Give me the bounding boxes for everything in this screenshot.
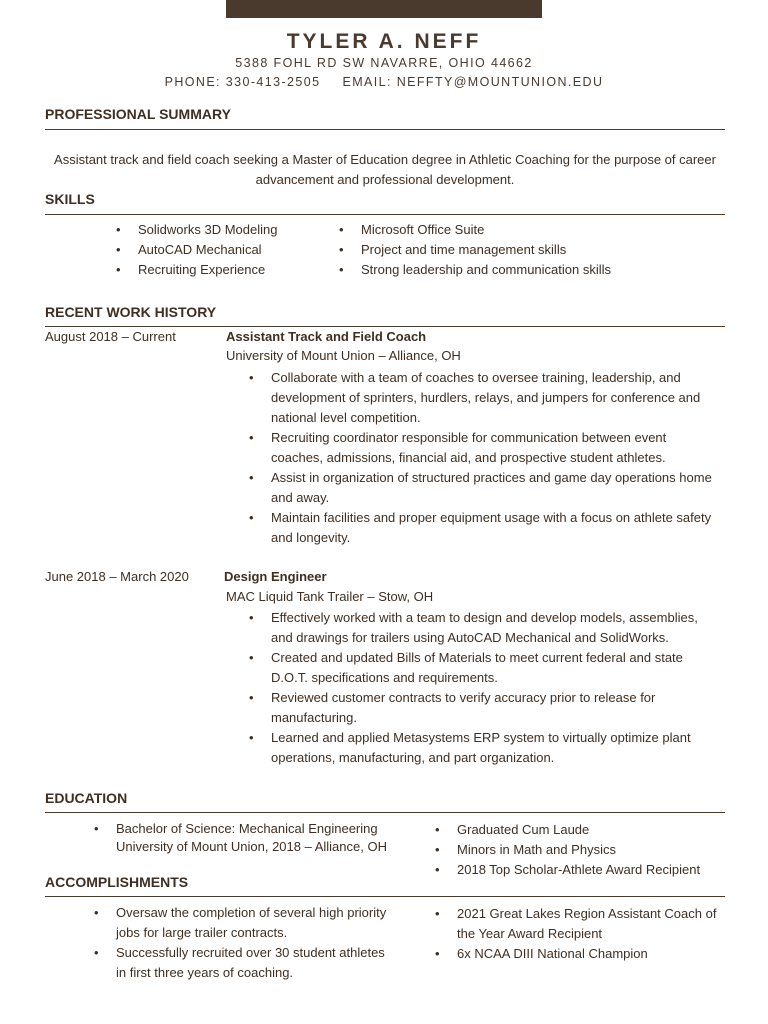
list-item: • Project and time management skills [339, 240, 719, 260]
contact-line [0, 75, 768, 89]
list-item: • Solidworks 3D Modeling [116, 220, 326, 240]
job-title: Assistant Track and Field Coach [226, 329, 427, 344]
skills-list-right [339, 220, 719, 280]
list-item: • Microsoft Office Suite [339, 220, 719, 240]
list-item: • Collaborate with a team of coaches to oversee training, leadership, and development of sprinters, hurdlers, relays, and jumpers for conference and national level competition. [249, 368, 719, 428]
list-item: • Recruiting coordinator responsible for communication between event coaches, admissions, financial aid, and prospective student athletes. [249, 428, 719, 468]
section-heading-accomplishments: ACCOMPLISHMENTS [45, 874, 189, 890]
list-item: • Minors in Math and Physics [435, 840, 735, 860]
email: EMAIL: NEFFTY@MOUNTUNION.EDU [342, 75, 604, 89]
list-item: • Strong leadership and communication skills [339, 260, 719, 280]
list-item: • 2018 Top Scholar-Athlete Award Recipient [435, 860, 735, 880]
job-org: MAC Liquid Tank Trailer – Stow, OH [226, 589, 434, 604]
summary-text: Assistant track and field coach seeking a Master of Education degree in Athletic Coaching for the purpose of career advancement and professional development. [54, 152, 716, 187]
list-item: • 2021 Great Lakes Region Assistant Coach of the Year Award Recipient [435, 904, 717, 944]
phone: PHONE: 330-413-2505 [164, 75, 321, 89]
list-item: • Maintain facilities and proper equipment usage with a focus on athlete safety and longevity. [249, 508, 719, 548]
section-heading-education: EDUCATION [45, 790, 128, 806]
list-item: • Created and updated Bills of Materials to meet current federal and state D.O.T. specifications and requirements. [249, 648, 719, 688]
job-bullets [249, 368, 719, 548]
accomplishments-list-left [94, 903, 394, 983]
list-item: • Graduated Cum Laude [435, 820, 735, 840]
section-heading-skills: SKILLS [45, 191, 95, 207]
job-bullets [249, 608, 719, 768]
header-accent-bar [226, 0, 542, 18]
list-item: • Assist in organization of structured practices and game day operations home and away. [249, 468, 719, 508]
section-heading-summary: PROFESSIONAL SUMMARY [45, 106, 231, 122]
candidate-name: TYLER A. NEFF [286, 30, 482, 53]
school: University of Mount Union, 2018 – Alliance, OH [116, 839, 387, 854]
section-divider [45, 129, 725, 130]
list-item: • Successfully recruited over 30 student athletes in first three years of coaching. [94, 943, 394, 983]
section-divider [45, 896, 725, 897]
list-item: • Recruiting Experience [116, 260, 326, 280]
job-org: University of Mount Union – Alliance, OH [226, 348, 461, 363]
education-honors-list [435, 820, 735, 880]
job-dates: June 2018 – March 2020 [45, 569, 189, 584]
job-title: Design Engineer [224, 569, 327, 584]
list-item: • Reviewed customer contracts to verify accuracy prior to release for manufacturing. [249, 688, 719, 728]
list-item: • Oversaw the completion of several high priority jobs for large trailer contracts. [94, 903, 394, 943]
list-item: • Effectively worked with a team to design and develop models, assemblies, and drawings for trailers using AutoCAD Mechanical and SolidWorks. [249, 608, 719, 648]
list-item: • Learned and applied Metasystems ERP system to virtually optimize plant operations, manufacturing, and part organization. [249, 728, 719, 768]
accomplishments-list-right [435, 904, 717, 964]
list-item: • 6x NCAA DIII National Champion [435, 944, 717, 964]
section-divider [45, 812, 725, 813]
address: 5388 FOHL RD SW NAVARRE, OHIO 44662 [235, 56, 533, 70]
list-item: • AutoCAD Mechanical [116, 240, 326, 260]
degree: • Bachelor of Science: Mechanical Engineering [94, 819, 424, 839]
section-divider [45, 214, 725, 215]
job-dates: August 2018 – Current [45, 329, 176, 344]
education-degree-list [94, 819, 424, 839]
section-divider [45, 326, 725, 327]
skills-list-left [116, 220, 326, 280]
section-heading-work: RECENT WORK HISTORY [45, 304, 217, 320]
